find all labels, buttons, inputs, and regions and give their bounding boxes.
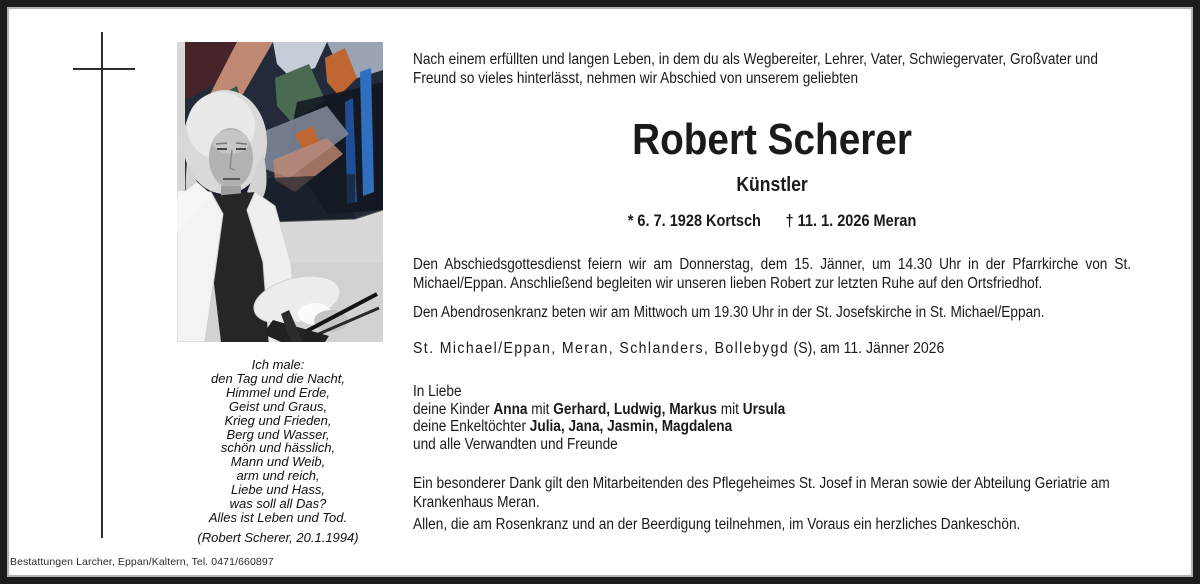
obituary-text-column (413, 0, 1131, 584)
poem-line: Alles ist Leben und Tod. (208, 509, 348, 525)
family-line-relatives (413, 436, 1131, 453)
family-line-text: deine Enkeltöchter (413, 418, 530, 436)
poem-line: den Tag und die Nacht, (211, 370, 345, 386)
poem-lines (167, 358, 389, 525)
poem (167, 358, 389, 545)
family-line-text: und alle Verwandten und Freunde (413, 435, 618, 453)
family-lines (413, 401, 1131, 453)
service-paragraph: Den Abschiedsgottesdienst feiern wir am Donnerstag, dem 15. Jänner, um 14.30 Uhr in der Pfarrkirche von St. Michael/Eppan. Anschließend begleiten wir unseren lieben Robert zur letzten Ruhe auf den Ortsfriedhof. (413, 256, 1132, 292)
family-member-name: Julia, Jana, Jasmin, Magdalena (529, 418, 733, 436)
places-date: (S), am 11. Jänner 2026 (793, 340, 945, 357)
poem-line: Mann und Weib, (230, 454, 326, 470)
family-line-text: mit (527, 401, 554, 418)
portrait-photo (177, 42, 383, 342)
death-date: † 11. 1. 2026 Meran (785, 212, 917, 230)
family-member-name: Gerhard, Ludwig, Markus (553, 401, 717, 418)
places-list: St. Michael/Eppan, Meran, Schlanders, Bollebygd (413, 340, 790, 357)
cross-icon-vertical (101, 32, 103, 538)
life-dates (413, 212, 1131, 231)
poem-line: Ich male: (251, 357, 305, 372)
cross-icon-horizontal (73, 68, 135, 70)
birth-date: * 6. 7. 1928 Kortsch (627, 212, 761, 230)
poem-line: Krieg und Frieden, (224, 412, 332, 428)
family-line-text: deine Kinder (413, 401, 494, 418)
rosary-paragraph: Den Abendrosenkranz beten wir am Mittwoch um 19.30 Uhr in der St. Josefskirche in St. Michael/Eppan. (413, 304, 1045, 321)
family-line-children (413, 401, 1131, 418)
thanks-paragraph: Ein besonderer Dank gilt den Mitarbeitenden des Pflegeheimes St. Josef in Meran sowie der Abteilung Geriatrie am Krankenhaus Meran. (413, 475, 1110, 511)
family-member-name: Anna (493, 401, 528, 418)
intro-paragraph: Nach einem erfüllten und langen Leben, in dem du als Wegbereiter, Lehrer, Vater, Schwiegervater, Großvater und Freund so vieles hinterlässt, nehmen wir Abschied von unserem geliebten (413, 51, 1098, 87)
poem-line: Geist und Graus, (228, 398, 328, 414)
deceased-name: Robert Scherer (632, 115, 912, 164)
family-member-name: Ursula (742, 401, 786, 418)
family-line-text: mit (716, 401, 743, 418)
places-date-line (413, 339, 1131, 358)
funeral-home-imprint: Bestattungen Larcher, Eppan/Kaltern, Tel. 0471/660897 (10, 556, 274, 568)
poem-line: schön und hässlich, (220, 440, 336, 456)
poem-attribution: (Robert Scherer, 20.1.1994) (197, 529, 359, 545)
poem-line: arm und reich, (236, 468, 320, 484)
deceased-profession: Künstler (736, 174, 808, 196)
family-line-grandchildren (413, 418, 1131, 435)
poem-line: Berg und Wasser, (226, 426, 330, 442)
family-salutation: In Liebe (413, 383, 462, 400)
poem-line: Liebe und Hass, (231, 482, 325, 498)
closing-paragraph: Allen, die am Rosenkranz und an der Beerdigung teilnehmen, im Voraus ein herzliches Dankeschön. (413, 516, 1021, 533)
poem-line: Himmel und Erde, (225, 384, 331, 400)
poem-line: was soll all Das? (229, 496, 327, 512)
portrait-photo-graphic (177, 42, 383, 342)
